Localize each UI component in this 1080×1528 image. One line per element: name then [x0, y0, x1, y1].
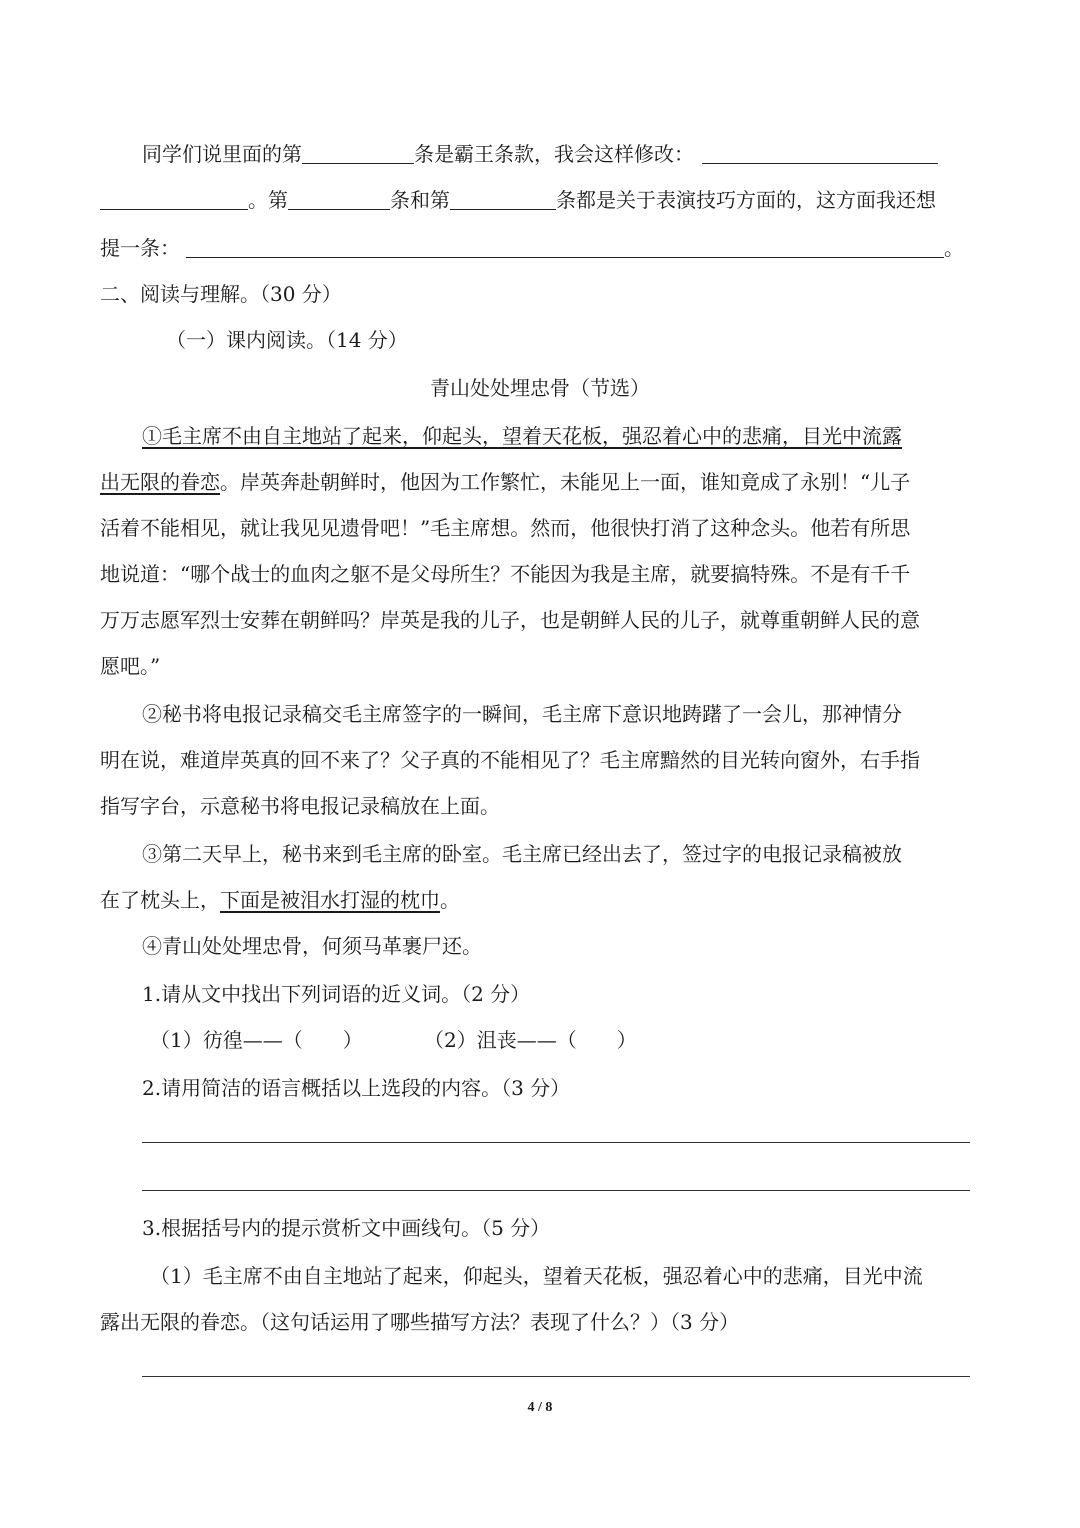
- answer-line[interactable]: [142, 1190, 970, 1191]
- fill-line-2: [100, 186, 936, 214]
- passage-line: [142, 422, 902, 450]
- passage-text: 在了枕头上，: [100, 888, 220, 912]
- passage-line: [100, 886, 460, 914]
- section-heading: 二、阅读与理解。（30 分）: [100, 282, 342, 306]
- fill-line-3: [100, 234, 964, 262]
- underlined-sentence: 出无限的眷恋: [100, 470, 220, 494]
- passage-line: 明在说，难道岸英真的回不来了？父子真的不能相见了？毛主席黯然的目光转向窗外，右手指: [100, 748, 920, 772]
- question-1: 1.请从文中找出下列词语的近义词。（2 分）: [142, 982, 531, 1006]
- passage-line: [100, 468, 910, 496]
- answer-blank[interactable]: [702, 143, 938, 164]
- question-1-item-1[interactable]: （1）彷徨——（ ）: [150, 1028, 363, 1052]
- underlined-sentence: ①毛主席不由自主地站了起来，仰起头，望着天花板，强忍着心中的悲痛，目光中流露: [142, 424, 902, 448]
- passage-line: 地说道：“哪个战士的血肉之躯不是父母所生？不能因为我是主席，就要搞特殊。不是有千千: [100, 562, 911, 586]
- passage-line: 愿吧。”: [100, 654, 161, 678]
- subsection-heading: （一）课内阅读。（14 分）: [166, 328, 408, 352]
- question-3-part-1: （1）毛主席不由自主地站了起来，仰起头，望着天花板，强忍着心中的悲痛，目光中流: [150, 1264, 923, 1288]
- fill-text: 提一条：: [100, 236, 180, 260]
- answer-blank[interactable]: [186, 237, 944, 258]
- fill-text: 同学们说里面的第: [142, 142, 302, 166]
- answer-blank[interactable]: [302, 143, 414, 164]
- passage-line: ③第二天早上，秘书来到毛主席的卧室。毛主席已经出去了，签过字的电报记录稿被放: [142, 842, 902, 866]
- answer-blank[interactable]: [450, 189, 556, 210]
- question-1-item-2[interactable]: （2）沮丧——（ ）: [424, 1028, 637, 1052]
- passage-line: 活着不能相见，就让我见见遗骨吧！”毛主席想。然而，他很快打消了这种念头。他若有所思: [100, 516, 911, 540]
- fill-text: 条和第: [390, 188, 450, 212]
- passage-text: 。岸英奔赴朝鲜时，他因为工作繁忙，未能见上一面，谁知竟成了永别！“儿子: [220, 470, 911, 494]
- passage-line: ②秘书将电报记录稿交毛主席签字的一瞬间，毛主席下意识地踌躇了一会儿，那神情分: [142, 702, 902, 726]
- fill-line-1: [142, 140, 938, 168]
- answer-blank[interactable]: [288, 189, 390, 210]
- passage-line: 指写字台，示意秘书将电报记录稿放在上面。: [100, 794, 500, 818]
- answer-line[interactable]: [142, 1376, 970, 1377]
- answer-line[interactable]: [142, 1142, 970, 1143]
- passage-title: 青山处处埋忠骨（节选）: [430, 376, 650, 400]
- question-2: 2.请用简洁的语言概括以上选段的内容。（3 分）: [142, 1076, 571, 1100]
- underlined-sentence: 下面是被泪水打湿的枕巾: [220, 888, 440, 912]
- fill-text: 条是霸王条款，我会这样修改：: [414, 142, 694, 166]
- passage-line: ④青山处处埋忠骨，何须马革裹尸还。: [142, 934, 482, 958]
- passage-line: 万万志愿军烈士安葬在朝鲜吗？岸英是我的儿子，也是朝鲜人民的儿子，就尊重朝鲜人民的意: [100, 608, 920, 632]
- answer-blank[interactable]: [100, 189, 248, 210]
- fill-text: 。第: [248, 188, 288, 212]
- fill-text: 条都是关于表演技巧方面的，这方面我还想: [556, 188, 936, 212]
- question-3: 3.根据括号内的提示赏析文中画线句。（5 分）: [142, 1216, 551, 1240]
- passage-text: 。: [440, 888, 460, 912]
- fill-text: 。: [944, 236, 964, 260]
- page-number: 4 / 8: [527, 1400, 553, 1415]
- question-3-part-1: 露出无限的眷恋。（这句话运用了哪些描写方法？表现了什么？）（3 分）: [100, 1310, 740, 1334]
